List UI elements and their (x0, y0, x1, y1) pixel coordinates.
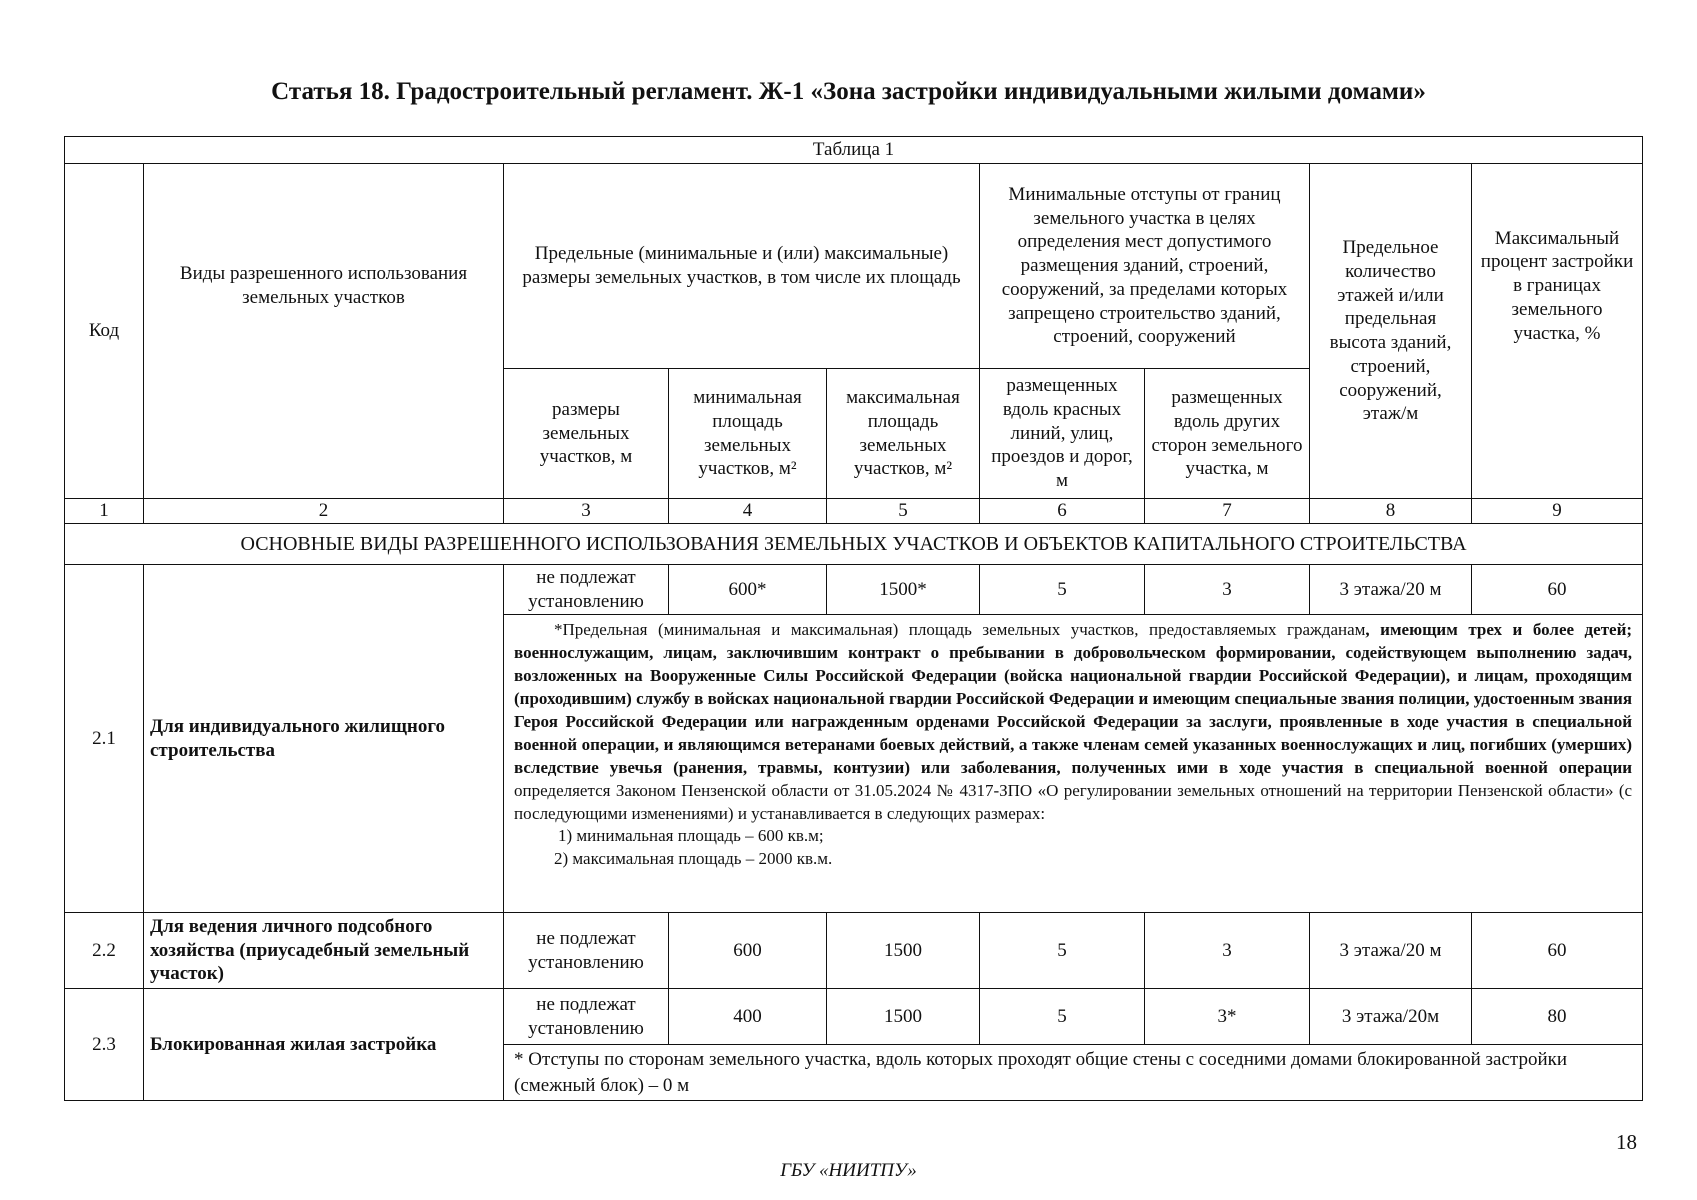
row-sizes: не подлежат установлению (504, 565, 669, 615)
table-row (65, 913, 1643, 989)
row-sizes: не подлежат установлению (504, 989, 669, 1045)
row-setback-red: 5 (980, 565, 1145, 615)
row-note: * Отступы по сторонам земельного участка, вдоль которых проходят общие стены с соседними домами блокированной застройки (смежный блок) – 0 м (504, 1045, 1643, 1101)
note-item: 1) минимальная площадь – 600 кв.м; (558, 826, 824, 846)
header-max-area: максимальная площадь земельных участков, м² (827, 369, 980, 499)
row-name: Блокированная жилая застройка (144, 989, 504, 1101)
table-row (65, 565, 1643, 615)
row-code: 2.3 (65, 989, 144, 1101)
header-code: Код (65, 164, 144, 499)
row-max-area: 1500 (827, 989, 980, 1045)
note-rest: определяется Законом Пензенской области от 31.05.2024 № 4317-ЗПО «О регулировании земельных отношений на территории Пензенской области» (с последующими изменениями) и устанавливается в следующих размерах: (514, 780, 1633, 823)
header-sizes: размеры земельных участков, м (504, 369, 669, 499)
row-setback-other: 3 (1145, 913, 1310, 989)
row-min-area: 600 (669, 913, 827, 989)
table-label: Таблица 1 (65, 137, 1643, 164)
row-setback-other: 3 (1145, 565, 1310, 615)
col-number: 6 (980, 499, 1145, 524)
row-code: 2.1 (65, 565, 144, 913)
col-number: 9 (1472, 499, 1643, 524)
row-min-area: 400 (669, 989, 827, 1045)
header-floors: Предельное количество этажей и/или предельная высота зданий, строений, сооружений, этаж/м (1310, 164, 1472, 499)
row-sizes: не подлежат установлению (504, 913, 669, 989)
row-setback-other: 3* (1145, 989, 1310, 1045)
header-max-percent: Максимальный процент застройки в границах земельного участка, % (1472, 164, 1643, 499)
row-code: 2.2 (65, 913, 144, 989)
row-floors: 3 этажа/20 м (1310, 913, 1472, 989)
col-number: 5 (827, 499, 980, 524)
col-number: 3 (504, 499, 669, 524)
header-setback-other: размещенных вдоль других сторон земельного участка, м (1145, 369, 1310, 499)
header-setbacks: Минимальные отступы от границ земельного участка в целях определения мест допустимого размещения зданий, строений, сооружений, за пределами которых запрещено строительство зданий, строений, сооружений (980, 164, 1310, 369)
page-title: Статья 18. Градостроительный регламент. Ж-1 «Зона застройки индивидуальными жилыми домами» (271, 78, 1426, 105)
note-bold: , имеющим трех и более детей; военнослужащим, лицам, заключившим контракт о пребывании в добровольческом формировании, содействующем выполнению задач, возложенных на Вооруженные Силы Российской Федерации (войска национальной гвардии Российской Федерации), и лицам, проходящим (проходившим) службу в войсках национальной гвардии Российской Федерации и имеющим специальные звания полиции, удостоенным звания Героя Российской Федерации или награжденным орденами Российской Федерации за заслуги, проявленные в ходе участия в специальной военной операции, и являющимся ветеранами боевых действий, а также членам семей указанных военнослужащих и лиц, погибших (умерших) вследствие увечья (ранения, травмы, контузии) или заболевания, полученных ими в ходе участия в специальной военной операции (514, 620, 1633, 777)
row-floors: 3 этажа/20 м (1310, 565, 1472, 615)
regulation-table (64, 136, 1643, 1101)
col-number: 2 (144, 499, 504, 524)
page-number: 18 (1616, 1130, 1637, 1154)
row-percent: 80 (1472, 989, 1643, 1045)
header-plot-limits: Предельные (минимальные и (или) максимальные) размеры земельных участков, в том числе их площадь (504, 164, 980, 369)
footer: ГБУ «НИИТПУ» (780, 1160, 917, 1181)
col-number: 4 (669, 499, 827, 524)
row-name: Для ведения личного подсобного хозяйства (приусадебный земельный участок) (144, 913, 504, 989)
col-number: 7 (1145, 499, 1310, 524)
row-min-area: 600* (669, 565, 827, 615)
row-max-area: 1500 (827, 913, 980, 989)
row-note (504, 615, 1643, 913)
header-setback-red: размещенных вдоль красных линий, улиц, проездов и дорог, м (980, 369, 1145, 499)
col-number: 8 (1310, 499, 1472, 524)
row-percent: 60 (1472, 565, 1643, 615)
section-title: ОСНОВНЫЕ ВИДЫ РАЗРЕШЕННОГО ИСПОЛЬЗОВАНИЯ ЗЕМЕЛЬНЫХ УЧАСТКОВ И ОБЪЕКТОВ КАПИТАЛЬНОГО СТРОИТЕЛЬСТВА (65, 524, 1643, 565)
col-number: 1 (65, 499, 144, 524)
row-max-area: 1500* (827, 565, 980, 615)
row-percent: 60 (1472, 913, 1643, 989)
note-item: 2) максимальная площадь – 2000 кв.м. (554, 849, 833, 869)
table-row (65, 989, 1643, 1045)
header-use-types: Виды разрешенного использования земельных участков (144, 164, 504, 499)
note-intro: *Предельная (минимальная и максимальная) площадь земельных участков, предоставляемых гражданам (554, 620, 1366, 639)
header-min-area: минимальная площадь земельных участков, м² (669, 369, 827, 499)
row-setback-red: 5 (980, 913, 1145, 989)
row-name: Для индивидуального жилищного строительства (144, 565, 504, 913)
row-floors: 3 этажа/20м (1310, 989, 1472, 1045)
row-setback-red: 5 (980, 989, 1145, 1045)
